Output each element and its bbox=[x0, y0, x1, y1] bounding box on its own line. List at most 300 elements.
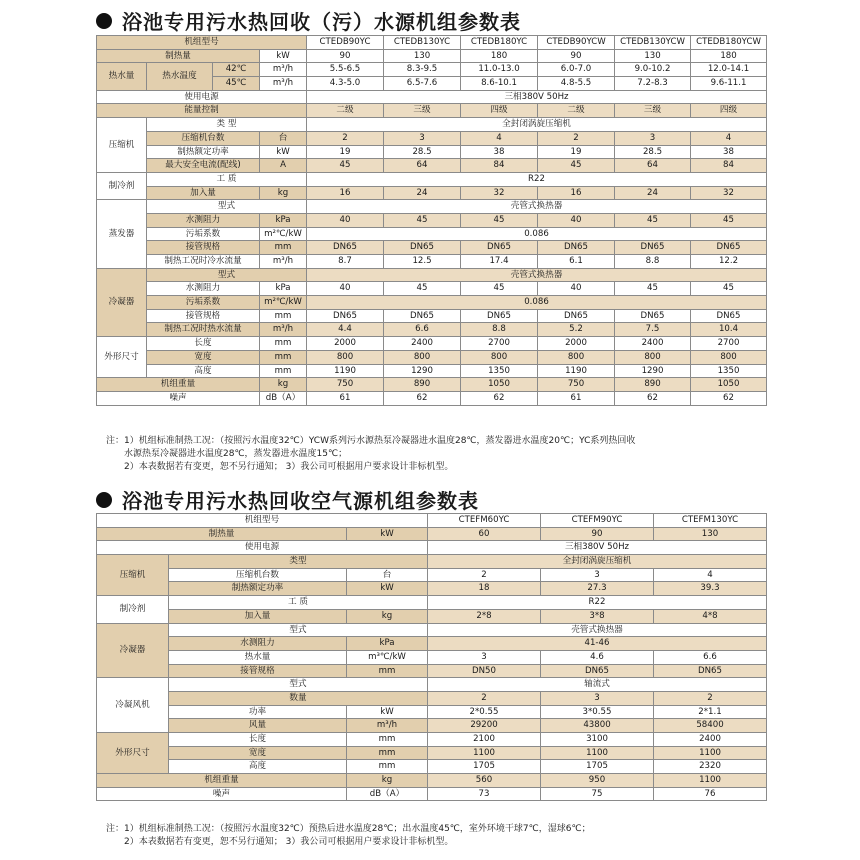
table-cell: 40 bbox=[538, 213, 615, 227]
table-cell: 58400 bbox=[654, 719, 767, 733]
table-cell: 130 bbox=[384, 49, 461, 63]
table-row bbox=[97, 241, 767, 255]
table-cell: 24 bbox=[384, 186, 461, 200]
table-cell: 压缩机台数 bbox=[169, 568, 347, 582]
table-cell: 3*8 bbox=[541, 609, 654, 623]
table-cell: 890 bbox=[615, 378, 691, 392]
table-cell: 2*0.55 bbox=[428, 705, 541, 719]
table-row bbox=[97, 637, 767, 651]
table-cell: 800 bbox=[691, 350, 767, 364]
table-cell: 水测阻力 bbox=[147, 213, 260, 227]
table-row bbox=[97, 296, 767, 310]
table-cell: 890 bbox=[384, 378, 461, 392]
table-cell: 2400 bbox=[615, 337, 691, 351]
table-cell: 3 bbox=[428, 650, 541, 664]
table-row bbox=[97, 787, 767, 801]
table-cell: 1350 bbox=[691, 364, 767, 378]
table1-title-text: 浴池专用污水热回收（污）水源机组参数表 bbox=[122, 10, 521, 34]
table-cell: 2*8 bbox=[428, 609, 541, 623]
table-row bbox=[97, 131, 767, 145]
table-cell: 750 bbox=[538, 378, 615, 392]
table-cell: 5.5-6.5 bbox=[307, 63, 384, 77]
table-cell: 长度 bbox=[147, 337, 260, 351]
table-cell: 加入量 bbox=[147, 186, 260, 200]
table-cell: 8.6-10.1 bbox=[461, 77, 538, 91]
table-row bbox=[97, 49, 767, 63]
table-cell: 60 bbox=[428, 527, 541, 541]
water-source-spec-table bbox=[96, 35, 767, 406]
table-cell: 热水量 bbox=[97, 63, 147, 90]
table-cell: 76 bbox=[654, 787, 767, 801]
table-cell: 1050 bbox=[691, 378, 767, 392]
table-cell: 1705 bbox=[541, 760, 654, 774]
table-cell: 45 bbox=[538, 159, 615, 173]
table-cell: 40 bbox=[307, 282, 384, 296]
table-row bbox=[97, 733, 767, 747]
table-cell: 1100 bbox=[654, 746, 767, 760]
table-cell: CTEFM130YC bbox=[654, 514, 767, 528]
table-cell: 冷凝风机 bbox=[97, 678, 169, 733]
table-cell: 10.4 bbox=[691, 323, 767, 337]
table-cell: 冷凝器 bbox=[97, 623, 169, 678]
table-cell: dB（A） bbox=[347, 787, 428, 801]
table-row bbox=[97, 90, 767, 104]
table-cell: 1705 bbox=[428, 760, 541, 774]
table-cell: 8.8 bbox=[461, 323, 538, 337]
table-cell: 轴流式 bbox=[428, 678, 767, 692]
table-cell: CTEDB90YCW bbox=[538, 36, 615, 50]
table-cell: m³/h bbox=[260, 63, 307, 77]
table-cell: 壳管式换热器 bbox=[307, 268, 767, 282]
table-cell: 污垢系数 bbox=[147, 296, 260, 310]
table-cell: 冷凝器 bbox=[97, 268, 147, 336]
table-row bbox=[97, 227, 767, 241]
table-cell: DN65 bbox=[615, 309, 691, 323]
table-cell: 类 型 bbox=[147, 118, 307, 132]
table-cell: 使用电源 bbox=[97, 90, 307, 104]
table-cell: CTEDB130YCW bbox=[615, 36, 691, 50]
table-row bbox=[97, 213, 767, 227]
table-cell: 84 bbox=[691, 159, 767, 173]
table-cell: 噪声 bbox=[97, 787, 347, 801]
table-cell: 2320 bbox=[654, 760, 767, 774]
table-cell: 45 bbox=[461, 213, 538, 227]
table-cell: 62 bbox=[691, 391, 767, 405]
table-row bbox=[97, 678, 767, 692]
table-cell: 热水温度 bbox=[147, 63, 213, 90]
table-cell: 40 bbox=[538, 282, 615, 296]
table-cell: DN65 bbox=[461, 309, 538, 323]
table-cell: 数量 bbox=[169, 691, 428, 705]
table-cell: 三相380V 50Hz bbox=[428, 541, 767, 555]
table-cell: 接管规格 bbox=[147, 241, 260, 255]
table-cell: 28.5 bbox=[384, 145, 461, 159]
table-cell: m³/h bbox=[260, 323, 307, 337]
table-cell: 1290 bbox=[615, 364, 691, 378]
table-cell: 39.3 bbox=[654, 582, 767, 596]
table-cell: DN65 bbox=[691, 309, 767, 323]
table-cell: 外形尺寸 bbox=[97, 337, 147, 378]
table-cell: 壳管式换热器 bbox=[428, 623, 767, 637]
table2-title-text: 浴池专用污水热回收空气源机组参数表 bbox=[122, 489, 479, 513]
table-cell: 4.8-5.5 bbox=[538, 77, 615, 91]
table-cell: 84 bbox=[461, 159, 538, 173]
table-cell: 型式 bbox=[169, 623, 428, 637]
table-cell: 四级 bbox=[461, 104, 538, 118]
table-cell: 950 bbox=[541, 774, 654, 788]
table-cell: m³/h bbox=[260, 255, 307, 269]
table-cell: 45 bbox=[615, 282, 691, 296]
table-cell: 45 bbox=[384, 282, 461, 296]
table-cell: 24 bbox=[615, 186, 691, 200]
table-row bbox=[97, 255, 767, 269]
table-row bbox=[97, 104, 767, 118]
table-cell: 4.4 bbox=[307, 323, 384, 337]
table-cell: 11.0-13.0 bbox=[461, 63, 538, 77]
table-cell: 800 bbox=[615, 350, 691, 364]
table-cell: DN65 bbox=[615, 241, 691, 255]
table-cell: 6.1 bbox=[538, 255, 615, 269]
table-cell: mm bbox=[260, 309, 307, 323]
table-cell: 4 bbox=[461, 131, 538, 145]
table-cell: 38 bbox=[691, 145, 767, 159]
table-cell: 27.3 bbox=[541, 582, 654, 596]
table-cell: DN65 bbox=[307, 241, 384, 255]
table-cell: 18 bbox=[428, 582, 541, 596]
table-cell: 噪声 bbox=[97, 391, 260, 405]
table-cell: 45 bbox=[691, 213, 767, 227]
table-cell: 最大安全电流(配线) bbox=[147, 159, 260, 173]
table-cell: mm bbox=[260, 241, 307, 255]
table-cell: 16 bbox=[307, 186, 384, 200]
table-cell: DN65 bbox=[384, 309, 461, 323]
table-cell: 90 bbox=[307, 49, 384, 63]
table-cell: 40 bbox=[307, 213, 384, 227]
table-row bbox=[97, 527, 767, 541]
table-cell: DN65 bbox=[538, 241, 615, 255]
table-cell: DN65 bbox=[654, 664, 767, 678]
table-cell: DN65 bbox=[538, 309, 615, 323]
note-line: 2）本表数据若有变更，恕不另行通知； 3）我公司可根据用户要求设计非标机型。 bbox=[124, 837, 454, 847]
table-row bbox=[97, 760, 767, 774]
table-cell: 560 bbox=[428, 774, 541, 788]
table-cell: mm bbox=[347, 664, 428, 678]
bullet-icon bbox=[96, 492, 112, 508]
table-cell: 0.086 bbox=[307, 296, 767, 310]
table-cell: 风量 bbox=[169, 719, 347, 733]
table-cell: 宽度 bbox=[147, 350, 260, 364]
table-cell: 800 bbox=[384, 350, 461, 364]
table-cell: 6.6 bbox=[654, 650, 767, 664]
table-cell: 12.5 bbox=[384, 255, 461, 269]
table-cell: kPa bbox=[347, 637, 428, 651]
table-cell: 16 bbox=[538, 186, 615, 200]
table-row bbox=[97, 705, 767, 719]
table-cell: 制冷剂 bbox=[97, 172, 147, 199]
table-cell: 蒸发器 bbox=[97, 200, 147, 268]
table-cell: 12.0-14.1 bbox=[691, 63, 767, 77]
table-cell: 4 bbox=[691, 131, 767, 145]
table-cell: 61 bbox=[538, 391, 615, 405]
table-cell: 1100 bbox=[654, 774, 767, 788]
table-row bbox=[97, 337, 767, 351]
table-cell: 长度 bbox=[169, 733, 347, 747]
table-cell: kW bbox=[260, 49, 307, 63]
table-cell: 2 bbox=[428, 568, 541, 582]
table-cell: 3 bbox=[384, 131, 461, 145]
table-cell: 90 bbox=[541, 527, 654, 541]
table-row bbox=[97, 746, 767, 760]
table1-title bbox=[96, 6, 521, 35]
table-cell: 三级 bbox=[615, 104, 691, 118]
table-cell: 台 bbox=[260, 131, 307, 145]
table-cell: kW bbox=[347, 705, 428, 719]
table-row bbox=[97, 719, 767, 733]
table-cell: 工 质 bbox=[169, 596, 428, 610]
table-cell: 3 bbox=[541, 691, 654, 705]
table-cell: 1350 bbox=[461, 364, 538, 378]
table-row bbox=[97, 568, 767, 582]
table-cell: 6.0-7.0 bbox=[538, 63, 615, 77]
table-row bbox=[97, 63, 767, 77]
table-cell: mm bbox=[260, 337, 307, 351]
table-cell: CTEDB130YC bbox=[384, 36, 461, 50]
table-cell: 制冷剂 bbox=[97, 596, 169, 623]
table-row bbox=[97, 159, 767, 173]
table-cell: mm bbox=[260, 350, 307, 364]
air-source-spec-table bbox=[96, 513, 767, 801]
table-cell: mm bbox=[347, 760, 428, 774]
table-cell: 3100 bbox=[541, 733, 654, 747]
table-cell: 2 bbox=[428, 691, 541, 705]
table-cell: 四级 bbox=[691, 104, 767, 118]
table-cell: 8.3-9.5 bbox=[384, 63, 461, 77]
table-cell: kPa bbox=[260, 213, 307, 227]
table-cell: kPa bbox=[260, 282, 307, 296]
table-cell: 制热额定功率 bbox=[169, 582, 347, 596]
table-cell: 1100 bbox=[541, 746, 654, 760]
table-cell: mm bbox=[347, 746, 428, 760]
table-row bbox=[97, 323, 767, 337]
table-cell: 2000 bbox=[538, 337, 615, 351]
table-cell: 45 bbox=[615, 213, 691, 227]
table-cell: 19 bbox=[307, 145, 384, 159]
table-cell: 7.2-8.3 bbox=[615, 77, 691, 91]
table-cell: 外形尺寸 bbox=[97, 733, 169, 774]
table-cell: 800 bbox=[538, 350, 615, 364]
bullet-icon bbox=[96, 13, 112, 29]
table-cell: 90 bbox=[538, 49, 615, 63]
table-cell: 机组型号 bbox=[97, 514, 428, 528]
table-cell: R22 bbox=[307, 172, 767, 186]
table-cell: 1290 bbox=[384, 364, 461, 378]
table-cell: 功率 bbox=[169, 705, 347, 719]
table-cell: 接管规格 bbox=[169, 664, 347, 678]
table-row bbox=[97, 541, 767, 555]
table-cell: 75 bbox=[541, 787, 654, 801]
table-cell: 38 bbox=[461, 145, 538, 159]
table-cell: 2700 bbox=[691, 337, 767, 351]
table-row bbox=[97, 609, 767, 623]
table-cell: 类型 bbox=[169, 555, 428, 569]
table-cell: 2700 bbox=[461, 337, 538, 351]
table-cell: 32 bbox=[461, 186, 538, 200]
table-row bbox=[97, 378, 767, 392]
table-cell: 二级 bbox=[538, 104, 615, 118]
table-cell: 2*1.1 bbox=[654, 705, 767, 719]
table-cell: 壳管式换热器 bbox=[307, 200, 767, 214]
table-cell: 热水量 bbox=[169, 650, 347, 664]
table-cell: 压缩机 bbox=[97, 555, 169, 596]
table-cell: 1190 bbox=[307, 364, 384, 378]
table-cell: 压缩机 bbox=[97, 118, 147, 173]
table-cell: 2 bbox=[654, 691, 767, 705]
table-cell: 机组型号 bbox=[97, 36, 307, 50]
table-cell: 制热量 bbox=[97, 49, 260, 63]
table-row bbox=[97, 514, 767, 528]
table-cell: 4.3-5.0 bbox=[307, 77, 384, 91]
table-cell: kW bbox=[260, 145, 307, 159]
table-cell: 全封闭涡旋压缩机 bbox=[428, 555, 767, 569]
table-cell: mm bbox=[347, 733, 428, 747]
table-cell: 9.6-11.1 bbox=[691, 77, 767, 91]
table-cell: 机组重量 bbox=[97, 774, 347, 788]
table-cell: 型式 bbox=[169, 678, 428, 692]
table-cell: 42℃ bbox=[213, 63, 260, 77]
table-cell: 制热量 bbox=[97, 527, 347, 541]
table-cell: 6.6 bbox=[384, 323, 461, 337]
table-cell: 180 bbox=[691, 49, 767, 63]
table-row bbox=[97, 691, 767, 705]
table-cell: 0.086 bbox=[307, 227, 767, 241]
table-cell: 750 bbox=[307, 378, 384, 392]
table-row bbox=[97, 350, 767, 364]
table-cell: 加入量 bbox=[169, 609, 347, 623]
table-cell: 7.5 bbox=[615, 323, 691, 337]
table-cell: 三级 bbox=[384, 104, 461, 118]
table-cell: 17.4 bbox=[461, 255, 538, 269]
table-cell: 3 bbox=[541, 568, 654, 582]
table-cell: 28.5 bbox=[615, 145, 691, 159]
table-cell: 32 bbox=[691, 186, 767, 200]
table-cell: 2000 bbox=[307, 337, 384, 351]
table-cell: 2100 bbox=[428, 733, 541, 747]
table-cell: 4 bbox=[654, 568, 767, 582]
table2-notes bbox=[106, 823, 766, 849]
note-line: 2）本表数据若有变更，恕不另行通知； 3）我公司可根据用户要求设计非标机型。 bbox=[124, 462, 454, 472]
table-cell: 73 bbox=[428, 787, 541, 801]
table-cell: DN65 bbox=[384, 241, 461, 255]
table-cell: 使用电源 bbox=[97, 541, 428, 555]
table-cell: 水测阻力 bbox=[147, 282, 260, 296]
table-cell: 62 bbox=[461, 391, 538, 405]
table-cell: 1190 bbox=[538, 364, 615, 378]
table-row bbox=[97, 364, 767, 378]
table-cell: 29200 bbox=[428, 719, 541, 733]
table-row bbox=[97, 145, 767, 159]
table-cell: 64 bbox=[384, 159, 461, 173]
table-cell: 机组重量 bbox=[97, 378, 260, 392]
table-cell: kg bbox=[260, 186, 307, 200]
table-cell: DN65 bbox=[691, 241, 767, 255]
table-cell: 19 bbox=[538, 145, 615, 159]
table-cell: 9.0-10.2 bbox=[615, 63, 691, 77]
table-cell: 130 bbox=[615, 49, 691, 63]
table-cell: 45 bbox=[461, 282, 538, 296]
table-cell: dB（A） bbox=[260, 391, 307, 405]
table-cell: 45 bbox=[691, 282, 767, 296]
table-row bbox=[97, 650, 767, 664]
table-cell: DN65 bbox=[307, 309, 384, 323]
table-cell: 型式 bbox=[147, 200, 307, 214]
table-cell: 1100 bbox=[428, 746, 541, 760]
table-cell: 8.7 bbox=[307, 255, 384, 269]
table-cell: 2 bbox=[307, 131, 384, 145]
table-cell: 高度 bbox=[169, 760, 347, 774]
table-row bbox=[97, 391, 767, 405]
table-cell: 污垢系数 bbox=[147, 227, 260, 241]
table-cell: 180 bbox=[461, 49, 538, 63]
table-cell: 2400 bbox=[654, 733, 767, 747]
table-cell: 4.6 bbox=[541, 650, 654, 664]
table2-title bbox=[96, 485, 479, 514]
table-cell: 台 bbox=[347, 568, 428, 582]
table-cell: 接管规格 bbox=[147, 309, 260, 323]
table-cell: CTEDB180YCW bbox=[691, 36, 767, 50]
table-cell: 130 bbox=[654, 527, 767, 541]
table-cell: kg bbox=[347, 609, 428, 623]
table-row bbox=[97, 268, 767, 282]
table-row bbox=[97, 623, 767, 637]
table-cell: kW bbox=[347, 527, 428, 541]
table-cell: 12.2 bbox=[691, 255, 767, 269]
table-cell: A bbox=[260, 159, 307, 173]
table-cell: 3*0.55 bbox=[541, 705, 654, 719]
table-cell: 制热工况时冷水流量 bbox=[147, 255, 260, 269]
table-cell: 能量控制 bbox=[97, 104, 307, 118]
table-cell: 62 bbox=[615, 391, 691, 405]
table-cell: DN65 bbox=[541, 664, 654, 678]
note-line: 注：1）机组标准制热工况：（按照污水温度32℃）预热后进水温度28℃；出水温度45℃，室外环境干球7℃，湿球6℃； bbox=[106, 824, 591, 834]
table-cell: DN65 bbox=[461, 241, 538, 255]
table-cell: 800 bbox=[461, 350, 538, 364]
table-cell: m²℃/kW bbox=[260, 296, 307, 310]
table-cell: 5.2 bbox=[538, 323, 615, 337]
note-line: 注：1）机组标准制热工况：（按照污水温度32℃）YCW系列污水源热泵冷凝器进水温度28℃，蒸发器进水温度20℃；YC系列热回收 bbox=[106, 436, 636, 446]
table-cell: m²℃/kW bbox=[260, 227, 307, 241]
table-row bbox=[97, 36, 767, 50]
table-cell: 4*8 bbox=[654, 609, 767, 623]
table-row bbox=[97, 200, 767, 214]
table-cell: CTEDB180YC bbox=[461, 36, 538, 50]
table-cell: CTEDB90YC bbox=[307, 36, 384, 50]
table-row bbox=[97, 309, 767, 323]
note-line: 水源热泵冷凝器进水温度28℃，蒸发器进水温度15℃； bbox=[124, 449, 348, 459]
table-row bbox=[97, 664, 767, 678]
table-row bbox=[97, 774, 767, 788]
table-cell: m³℃/kW bbox=[347, 650, 428, 664]
table-cell: 45 bbox=[384, 213, 461, 227]
table-cell: CTEFM90YC bbox=[541, 514, 654, 528]
table-cell: kW bbox=[347, 582, 428, 596]
table-cell: 43800 bbox=[541, 719, 654, 733]
table-cell: m³/h bbox=[260, 77, 307, 91]
table-cell: 800 bbox=[307, 350, 384, 364]
table-row bbox=[97, 282, 767, 296]
table1-notes bbox=[106, 435, 766, 474]
table-cell: 制热工况时热水流量 bbox=[147, 323, 260, 337]
table-cell: 全封闭涡旋压缩机 bbox=[307, 118, 767, 132]
